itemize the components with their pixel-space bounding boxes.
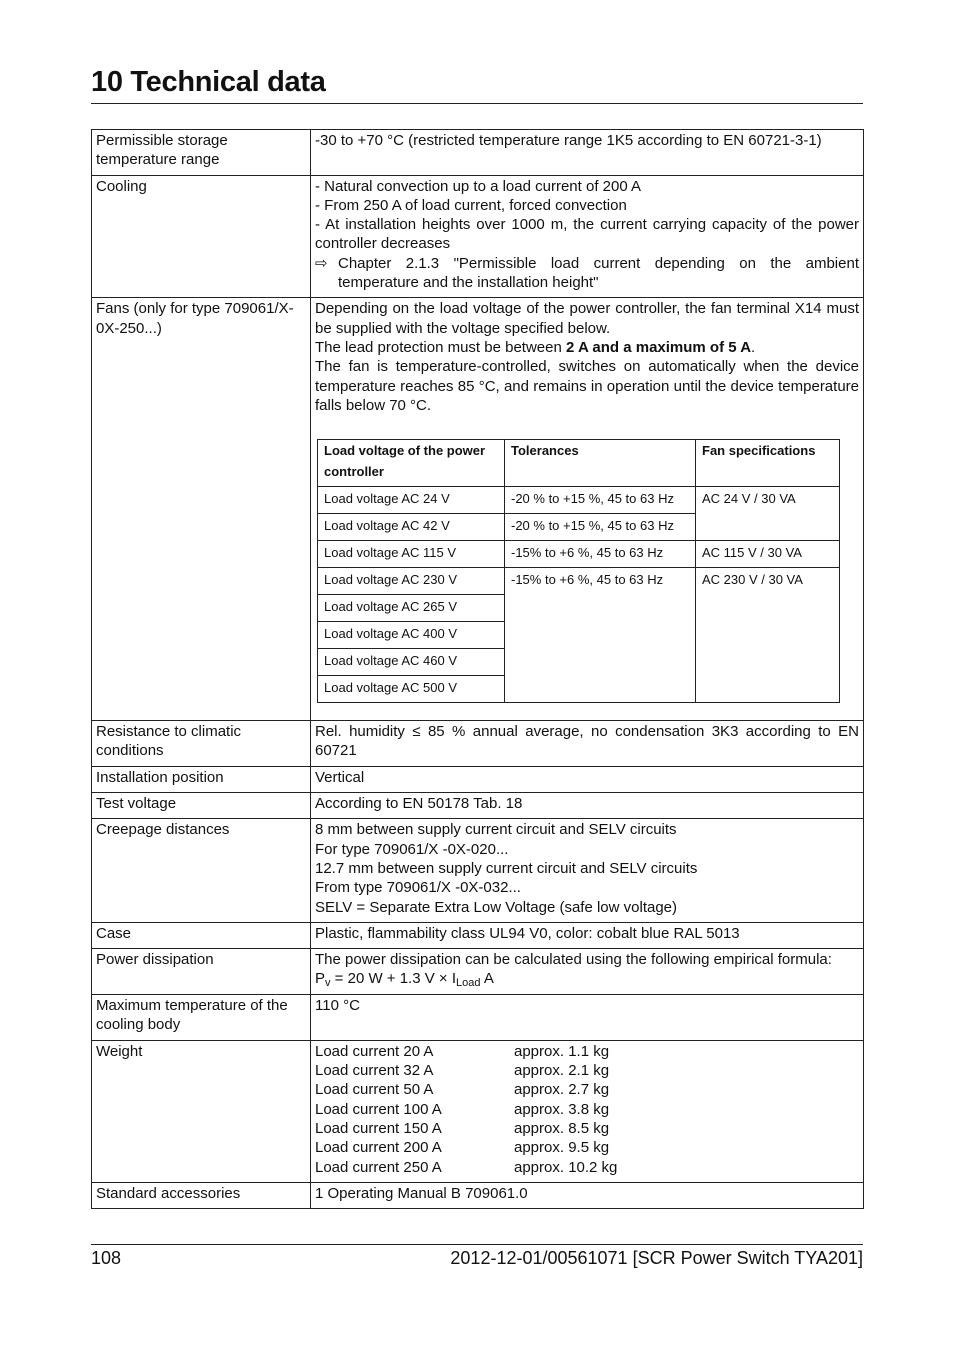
table-row xyxy=(92,766,864,792)
weight-row xyxy=(315,1061,859,1080)
fans-para xyxy=(315,338,859,357)
column-header: Fan specifications xyxy=(696,440,840,487)
accessories-label: Standard accessories xyxy=(92,1182,311,1208)
tolerance-cell: -15% to +6 %, 45 to 63 Hz xyxy=(505,568,696,703)
column-header: Tolerances xyxy=(505,440,696,487)
fan-voltage-table xyxy=(317,439,840,703)
weight-current: Load current 150 A xyxy=(315,1119,442,1137)
tolerance-cell: -20 % to +15 %, 45 to 63 Hz xyxy=(505,487,696,514)
case-value: Plastic, flammability class UL94 V0, color: cobalt blue RAL 5013 xyxy=(311,922,864,948)
fans-para: The fan is temperature-controlled, switches on automatically when the device temperature reaches 85 °C, and remains in operation until the device temperature falls below 70 °C. xyxy=(315,358,859,414)
formula-part: P xyxy=(315,970,326,988)
fans-value xyxy=(311,298,864,721)
table-row xyxy=(92,130,864,176)
case-label: Case xyxy=(92,922,311,948)
weight-current: Load current 100 A xyxy=(315,1100,442,1118)
weight-row xyxy=(315,1158,859,1177)
weight-row xyxy=(315,1080,859,1099)
fans-para-text: . xyxy=(751,338,756,356)
load-voltage-cell: Load voltage AC 230 V xyxy=(318,568,505,595)
creepage-line: 8 mm between supply current circuit and SELV circuits xyxy=(315,821,677,839)
creepage-line: For type 709061/X -0X-020... xyxy=(315,840,509,858)
chapter-reference-link[interactable]: Chapter 2.1.3 "Permissible load current depending on the ambient temperature and the installation height" xyxy=(338,254,859,292)
table-row xyxy=(92,1182,864,1208)
climatic-label: Resistance to climatic conditions xyxy=(92,721,311,767)
table-row xyxy=(92,994,864,1040)
table-row xyxy=(318,568,840,595)
load-voltage-cell: Load voltage AC 400 V xyxy=(318,622,505,649)
table-row xyxy=(92,1040,864,1182)
column-header: Load voltage of the power controller xyxy=(318,440,505,487)
weight-amount: approx. 8.5 kg xyxy=(514,1119,610,1137)
power-value xyxy=(311,949,864,995)
page-title: 10 Technical data xyxy=(91,66,326,98)
fans-para: Depending on the load voltage of the power controller, the fan terminal X14 must be supplied with the voltage specified below. xyxy=(315,300,859,337)
max-temp-label: Maximum temperature of the cooling body xyxy=(92,994,311,1040)
formula-sub: Load xyxy=(456,977,481,990)
fan-spec-cell: AC 115 V / 30 VA xyxy=(696,541,840,568)
table-row xyxy=(92,175,864,298)
storage-label: Permissible storage temperature range xyxy=(92,130,311,176)
weight-current: Load current 200 A xyxy=(315,1139,442,1157)
power-formula xyxy=(315,969,859,988)
weight-row xyxy=(315,1138,859,1157)
weight-amount: approx. 2.1 kg xyxy=(514,1062,610,1080)
test-voltage-label: Test voltage xyxy=(92,793,311,819)
weight-label: Weight xyxy=(92,1040,311,1182)
fan-spec-cell: AC 230 V / 30 VA xyxy=(696,568,840,703)
installation-label: Installation position xyxy=(92,766,311,792)
power-label: Power dissipation xyxy=(92,949,311,995)
installation-value: Vertical xyxy=(311,766,864,792)
weight-row xyxy=(315,1100,859,1119)
document-reference: 2012-12-01/00561071 [SCR Power Switch TYA201] xyxy=(450,1248,863,1268)
fans-fuse-range: 2 A and a maximum of 5 A xyxy=(566,338,752,356)
load-voltage-cell: Load voltage AC 24 V xyxy=(318,487,505,514)
tolerance-cell: -20 % to +15 %, 45 to 63 Hz xyxy=(505,514,696,541)
table-row xyxy=(92,298,864,721)
max-temp-value: 110 °C xyxy=(311,994,864,1040)
creepage-line: SELV = Separate Extra Low Voltage (safe low voltage) xyxy=(315,898,678,916)
fans-para-text: The lead protection must be between xyxy=(315,338,566,356)
cooling-line: - At installation heights over 1000 m, the current carrying capacity of the power controller decreases xyxy=(315,216,859,253)
test-voltage-value: According to EN 50178 Tab. 18 xyxy=(311,793,864,819)
weight-amount: approx. 10.2 kg xyxy=(514,1158,618,1176)
table-row xyxy=(318,487,840,514)
storage-value: -30 to +70 °C (restricted temperature range 1K5 according to EN 60721-3-1) xyxy=(311,130,864,176)
load-voltage-cell: Load voltage AC 265 V xyxy=(318,595,505,622)
cooling-value xyxy=(311,175,864,298)
cooling-line: - Natural convection up to a load current of 200 A xyxy=(315,177,642,195)
weight-current: Load current 50 A xyxy=(315,1081,434,1099)
weight-value xyxy=(311,1040,864,1182)
weight-amount: approx. 1.1 kg xyxy=(514,1042,610,1060)
cooling-label: Cooling xyxy=(92,175,311,298)
fans-label: Fans (only for type 709061/X-0X-250...) xyxy=(92,298,311,721)
power-text: The power dissipation can be calculated using the following empirical formula: xyxy=(315,951,832,969)
table-row xyxy=(92,819,864,922)
table-row xyxy=(318,541,840,568)
load-voltage-cell: Load voltage AC 115 V xyxy=(318,541,505,568)
table-header-row xyxy=(318,440,840,487)
weight-current: Load current 32 A xyxy=(315,1062,434,1080)
formula-sub: v xyxy=(325,977,331,990)
weight-amount: approx. 2.7 kg xyxy=(514,1081,610,1099)
cooling-line: - From 250 A of load current, forced convection xyxy=(315,196,627,214)
formula-part: A xyxy=(480,970,494,988)
climatic-value: Rel. humidity ≤ 85 % annual average, no condensation 3K3 according to EN 60721 xyxy=(311,721,864,767)
arrow-right-icon: ⇨ xyxy=(315,254,328,272)
weight-amount: approx. 3.8 kg xyxy=(514,1100,610,1118)
weight-row xyxy=(315,1042,859,1061)
creepage-line: 12.7 mm between supply current circuit and SELV circuits xyxy=(315,859,698,877)
accessories-value: 1 Operating Manual B 709061.0 xyxy=(311,1182,864,1208)
fan-spec-cell: AC 24 V / 30 VA xyxy=(696,487,840,541)
weight-row xyxy=(315,1119,859,1138)
table-row xyxy=(92,922,864,948)
formula-part: = 20 W + 1.3 V × I xyxy=(330,970,457,988)
technical-data-table xyxy=(91,129,864,1209)
page-number: 108 xyxy=(91,1248,122,1268)
weight-current: Load current 250 A xyxy=(315,1158,442,1176)
table-row xyxy=(92,949,864,995)
load-voltage-cell: Load voltage AC 42 V xyxy=(318,514,505,541)
cooling-reference xyxy=(315,254,859,293)
footer-rule xyxy=(91,1244,863,1245)
weight-current: Load current 20 A xyxy=(315,1042,434,1060)
weight-amount: approx. 9.5 kg xyxy=(514,1139,610,1157)
creepage-label: Creepage distances xyxy=(92,819,311,922)
creepage-value xyxy=(311,819,864,922)
title-rule xyxy=(91,103,863,104)
table-row xyxy=(92,721,864,767)
load-voltage-cell: Load voltage AC 500 V xyxy=(318,676,505,703)
tolerance-cell: -15% to +6 %, 45 to 63 Hz xyxy=(505,541,696,568)
table-row xyxy=(92,793,864,819)
creepage-line: From type 709061/X -0X-032... xyxy=(315,879,521,897)
load-voltage-cell: Load voltage AC 460 V xyxy=(318,649,505,676)
